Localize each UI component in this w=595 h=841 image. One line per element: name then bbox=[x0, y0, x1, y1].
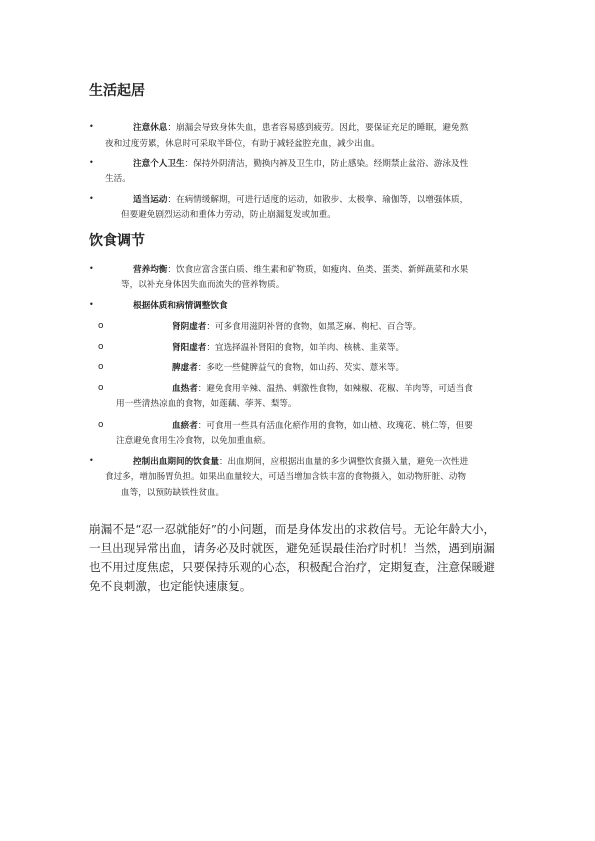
bullet: • bbox=[89, 194, 94, 203]
item-text: ：宜选择温补肾阳的食物，如羊肉、核桃、韭菜等。 bbox=[206, 343, 405, 353]
bullet: • bbox=[89, 300, 94, 309]
sub-bullet: o bbox=[98, 420, 104, 430]
item-text-continued: 等，以补充身体因失血而流失的营养物质。 bbox=[121, 280, 285, 290]
item-label: 肾阳虚者 bbox=[172, 343, 207, 353]
item-text-continued: 生活。 bbox=[105, 174, 131, 184]
sub-list-item bbox=[172, 320, 421, 332]
item-text: ：保持外阴清洁，勤换内裤及卫生巾，防止感染。经期禁止盆浴、游泳及性 bbox=[184, 159, 469, 169]
list-item bbox=[133, 455, 468, 467]
item-label: 注意休息 bbox=[133, 123, 168, 133]
bullet: • bbox=[89, 264, 94, 273]
item-text: ：避免食用辛辣、温热、刺激性食物，如辣椒、花椒、羊肉等，可适当食 bbox=[197, 384, 473, 394]
sub-list-item bbox=[172, 382, 473, 394]
list-item bbox=[133, 121, 468, 133]
bullet: • bbox=[89, 456, 94, 465]
item-text: ：可多食用滋阴补肾的食物，如黑芝麻、枸杞、百合等。 bbox=[206, 322, 422, 332]
closing-line: 也不用过度焦虑，只要保持乐观的心态，积极配合治疗，定期复查，注意保暖避 bbox=[89, 560, 495, 574]
section-title-diet: 饮食调节 bbox=[89, 233, 145, 249]
item-label: 注意个人卫生 bbox=[133, 159, 185, 169]
sub-bullet: o bbox=[98, 383, 104, 393]
list-item bbox=[133, 193, 468, 205]
item-text: ：饮食应富含蛋白质、维生素和矿物质，如瘦肉、鱼类、蛋类、新鲜蔬菜和水果 bbox=[167, 265, 469, 275]
closing-line: 崩漏不是“忍一忍就能好”的小问题，而是身体发出的求救信号。无论年龄大小， bbox=[89, 522, 496, 536]
sub-list-item bbox=[172, 419, 473, 431]
list-item bbox=[133, 263, 468, 275]
sub-list-item bbox=[172, 341, 404, 353]
item-text-continued: 但要避免剧烈运动和重体力劳动，防止崩漏复发或加重。 bbox=[121, 210, 336, 220]
item-text-continued: 食过多，增加肠胃负担。如果出血量较大，可适当增加含铁丰富的食物摄入，如动物肝脏、动物 bbox=[105, 472, 466, 482]
sub-list-item bbox=[172, 361, 404, 373]
item-text: ：出血期间，应根据出血量的多少调整饮食摄入量，避免一次性进 bbox=[218, 457, 469, 467]
sub-bullet: o bbox=[98, 362, 104, 372]
sub-bullet: o bbox=[98, 342, 104, 352]
closing-line: 一旦出现异常出血，请务必及时就医，避免延误最佳治疗时机！当然，遇到崩漏 bbox=[89, 541, 495, 555]
item-label: 适当运动 bbox=[133, 195, 168, 205]
item-label: 脾虚者 bbox=[172, 363, 198, 373]
item-text: ：崩漏会导致身体失血，患者容易感到疲劳。因此，要保证充足的睡眠，避免熬 bbox=[167, 123, 469, 133]
item-text-continued: 夜和过度劳累，休息时可采取半卧位，有助于减轻盆腔充血，减少出血。 bbox=[105, 139, 381, 149]
item-label: 营养均衡 bbox=[133, 265, 168, 275]
sub-bullet: o bbox=[98, 321, 104, 331]
item-text-continued: 注意避免食用生冷食物，以免加重血瘀。 bbox=[116, 436, 271, 446]
item-label: 控制出血期间的饮食量 bbox=[133, 457, 219, 467]
bullet: • bbox=[89, 158, 94, 167]
item-text-continued: 血等，以预防缺铁性贫血。 bbox=[121, 488, 225, 498]
item-label: 血热者 bbox=[172, 384, 198, 394]
bullet: • bbox=[89, 122, 94, 131]
list-item-heading: 根据体质和病情调整饮食 bbox=[133, 301, 228, 311]
item-text: ：可食用一些具有活血化瘀作用的食物，如山楂、玫瑰花、桃仁等，但要 bbox=[197, 421, 473, 431]
item-text: ：多吃一些健脾益气的食物，如山药、芡实、薏米等。 bbox=[197, 363, 405, 373]
item-label: 肾阴虚者 bbox=[172, 322, 207, 332]
item-text-continued: 用一些清热凉血的食物，如莲藕、荸荠、梨等。 bbox=[116, 399, 297, 409]
item-text: ：在病情缓解期，可进行适度的运动，如散步、太极拳、瑜伽等，以增强体质， bbox=[167, 195, 469, 205]
list-item bbox=[133, 157, 468, 169]
closing-paragraph bbox=[89, 520, 509, 596]
item-label: 血瘀者 bbox=[172, 421, 198, 431]
section-title-lifestyle: 生活起居 bbox=[89, 83, 145, 99]
closing-line: 免不良刺激，也定能快速康复。 bbox=[89, 579, 252, 593]
